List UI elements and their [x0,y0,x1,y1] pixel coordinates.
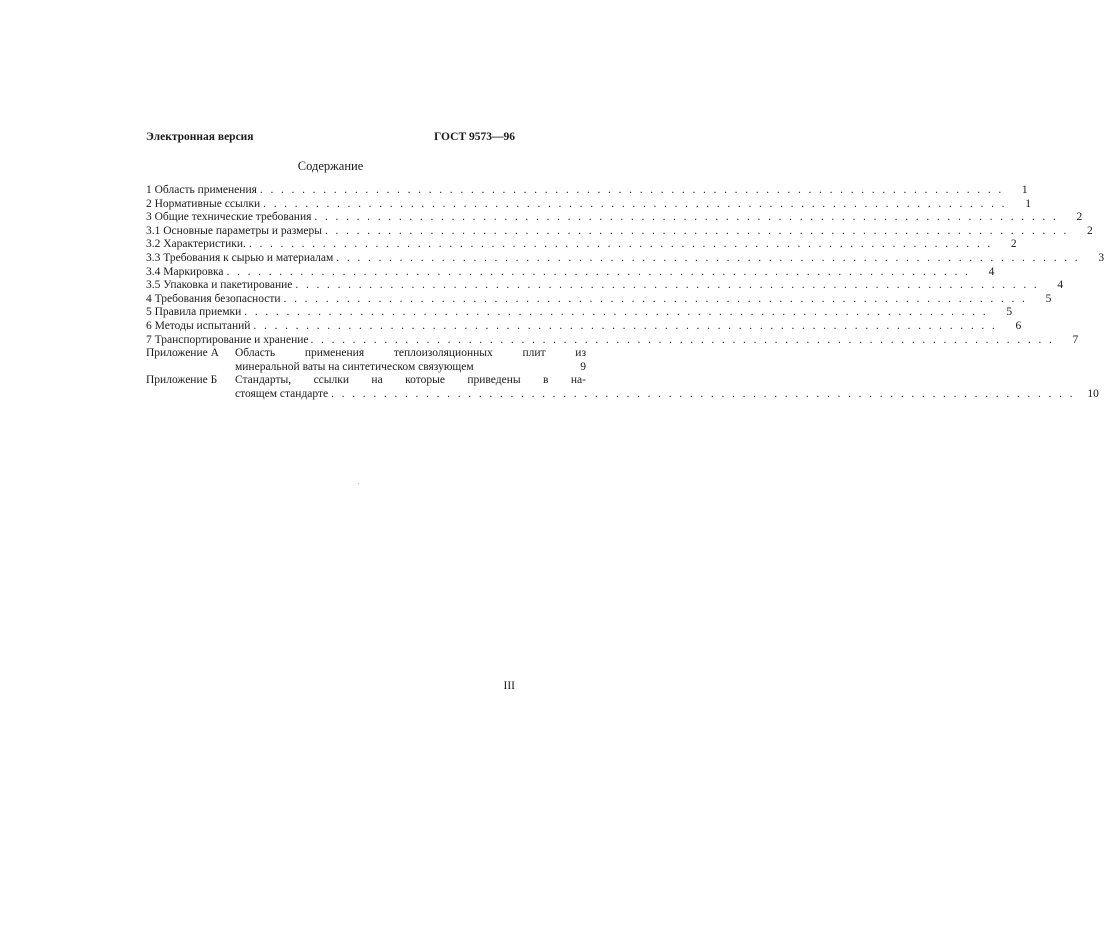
annex-label: Приложение А [146,347,219,360]
toc-entry-page: 6 [1015,319,1022,332]
toc-entry-label: 4 Требования безопасности [146,292,281,305]
toc-leader-dots [336,252,1080,266]
scan-speck [358,483,359,484]
annex-title-line: Стандарты, ссылки на которые приведены в на- [235,374,586,387]
toc-leader-dots [314,211,1058,225]
toc-leader-dots [310,334,1054,348]
table-of-contents [146,184,1104,402]
toc-entry-label: 3.4 Маркировка [146,265,224,278]
annex-last-line [235,388,1099,402]
toc-leader-dots [260,184,1004,198]
page-number: III [503,680,515,692]
toc-entry-label: 3 Общие технические требования [146,211,312,224]
toc-leader-dots [244,306,988,320]
toc-leader-dots [284,293,1028,307]
toc-entry-label: 7 Транспортирование и хранение [146,333,309,346]
toc-entry-page: 5 [1006,306,1013,319]
toc-entry[interactable] [146,279,1064,293]
toc-entry-page: 5 [1045,292,1052,305]
toc-entry[interactable] [146,224,1093,239]
header-standard-number: ГОСТ 9573—96 [434,131,515,143]
annex-body [235,347,586,374]
toc-entry-label: 3.3 Требования к сырью и материалам [146,251,334,264]
toc-leader-dots [253,320,997,334]
annex-body [235,374,1099,401]
toc-entry[interactable] [146,211,1083,225]
annex-last-line [235,361,586,375]
toc-leader-dots [249,238,993,252]
toc-entry-label: 3.1 Основные параметры и размеры [146,224,322,237]
toc-entry[interactable] [146,265,995,280]
toc-entry-label: 1 Область применения [146,184,257,196]
toc-entry-label: 3.5 Упаковка и пакетирование [146,279,293,292]
toc-annex-entry[interactable] [146,347,586,374]
toc-leader-dots [227,266,971,280]
toc-entry-page: 4 [988,265,995,278]
toc-annex-entry[interactable] [146,374,1099,401]
toc-entry[interactable] [146,251,1104,266]
annex-title-line: Область применения теплоизоляционных плит из [235,347,586,360]
toc-entry-page: 9 [580,360,586,373]
page-title: Содержание [297,159,364,173]
toc-entry[interactable] [146,197,1031,212]
toc-leader-dots [331,388,1075,402]
toc-entry[interactable] [146,238,1017,252]
running-header [146,131,515,145]
annex-label: Приложение Б [146,374,218,387]
toc-entry-label: 3.2 Характеристики. [146,238,246,251]
toc-entry[interactable] [146,292,1052,307]
toc-entry-page: 2 [1076,211,1083,224]
toc-entry-label: 5 Правила приемки [146,306,242,319]
annex-title-line: стоящем стандарте [235,387,329,400]
toc-entry[interactable] [146,306,1013,320]
toc-entry-page: 1 [1025,197,1031,210]
toc-entry-label: 2 Нормативные ссылки [146,197,261,210]
toc-entry-page: 1 [1021,184,1028,196]
header-edition-label: Электронная версия [146,131,254,143]
toc-entry-page: 4 [1057,279,1064,292]
toc-entry-page: 3 [1098,251,1104,264]
toc-leader-dots [325,225,1069,239]
toc-entry[interactable] [146,333,1079,348]
toc-leader-dots [263,198,1007,212]
toc-entry-page: 2 [1087,224,1093,237]
toc-leader-dots [295,279,1039,293]
toc-entry[interactable] [146,184,1028,198]
toc-entry-page: 2 [1010,238,1017,251]
toc-entry-page: 7 [1072,333,1079,346]
toc-entry[interactable] [146,319,1022,334]
toc-entry-page: 10 [1087,387,1099,400]
toc-entry-label: 6 Методы испытаний [146,319,251,332]
annex-title-line: минеральной ваты на синтетическом связующем [235,360,474,373]
